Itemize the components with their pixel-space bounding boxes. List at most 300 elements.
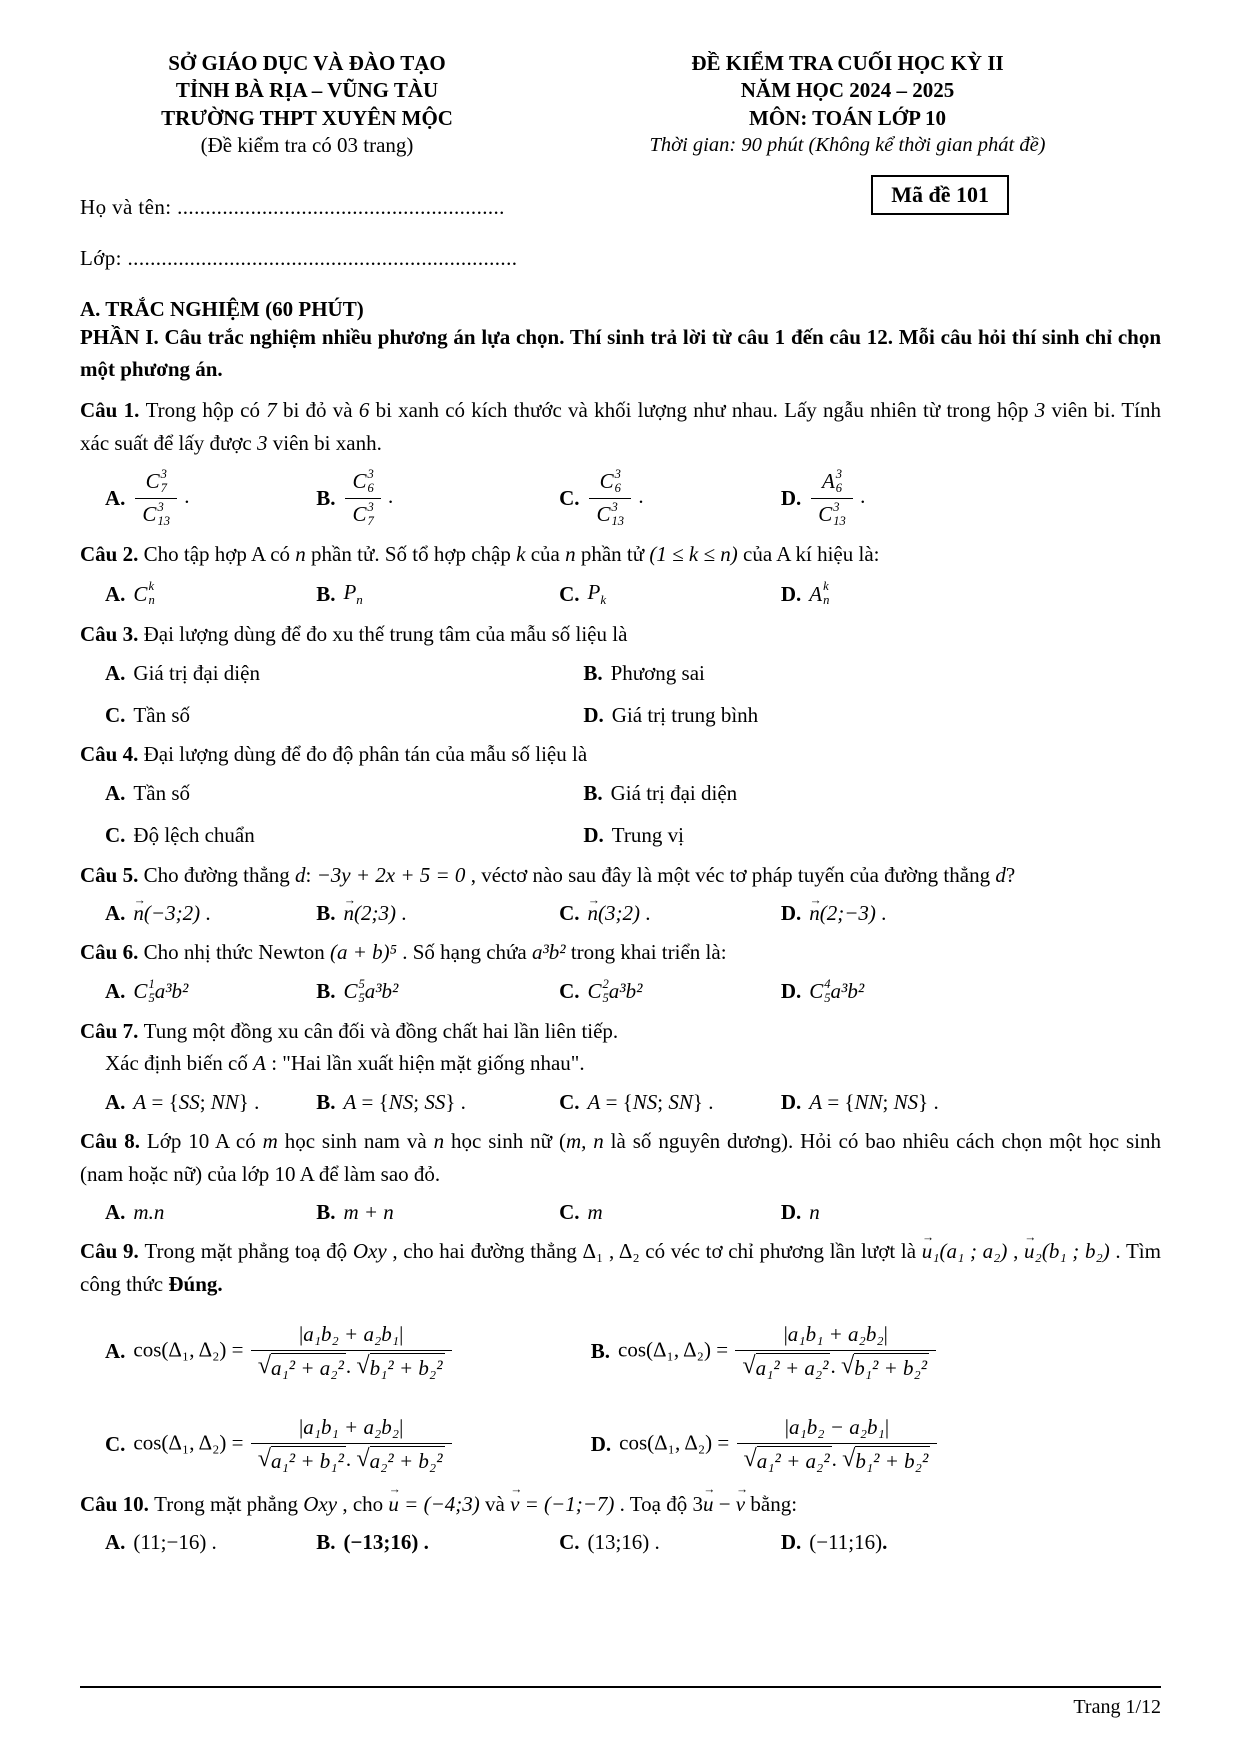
option-c — [559, 978, 781, 1006]
school-name: TRƯỜNG THPT XUYÊN MỘC — [161, 105, 453, 130]
option-label: D. — [780, 1200, 802, 1225]
sup-sub-symbol — [818, 501, 846, 529]
page-number: Trang 1/12 — [1073, 1696, 1161, 1718]
option-b — [583, 660, 1161, 687]
subscript: n — [823, 593, 830, 608]
question-text: Câu 5. Cho đường thẳng d: −3y + 2x + 5 = 0 , véctơ nào sau đây là một véc tơ pháp tuyến của đường thẳng d? — [80, 862, 1016, 887]
option-label: B. — [316, 1530, 336, 1555]
question-6 — [80, 936, 1161, 1005]
option-c — [559, 1529, 781, 1556]
math-italic: (3;2) — [597, 901, 640, 926]
question-subtext: Xác định biến cố A : "Hai lần xuất hiện mặt giống nhau". — [105, 1051, 585, 1076]
math-italic: A — [587, 1089, 601, 1114]
superscript: 5 — [358, 976, 365, 991]
math-fraction — [737, 1414, 938, 1476]
math-italic: a³b² — [364, 979, 399, 1004]
question-text: Câu 7. Tung một đồng xu cân đối và đồng chất hai lần liên tiếp. — [80, 1018, 619, 1043]
sup-sub-stack — [833, 501, 846, 529]
question-number: Câu 2. — [80, 541, 144, 566]
symbol-base: C — [142, 502, 157, 527]
math-italic: a³b² — [154, 979, 189, 1004]
vector-symbol: → n — [587, 900, 598, 927]
question-number: Câu 10. — [80, 1491, 155, 1516]
option-content: Tần số — [133, 780, 190, 805]
exam-title: ĐỀ KIỂM TRA CUỐI HỌC KỲ II — [691, 51, 1004, 75]
sup-sub-symbol — [133, 580, 154, 608]
duration-note: Thời gian: 90 phút (Không kể thời gian phát đề) — [649, 133, 1046, 156]
math-italic: b₁² + b₂² — [854, 1355, 928, 1380]
radical-sign: √ — [356, 1351, 370, 1379]
option-d — [781, 579, 1161, 609]
question-text: Câu 9. Trong mặt phẳng toạ độ Oxy , cho hai đường thẳng Δ₁ , Δ₂ có véc tơ chỉ phương lần lượt là → u₁(a₁ ; a₂) , → u₂(b₁ ; b₂) . Tìm công thức Đúng. — [80, 1235, 1161, 1300]
math-italic: A — [809, 1089, 823, 1114]
option-content: → n(2;−3) . — [809, 900, 886, 927]
option-content — [809, 1199, 820, 1226]
option-b — [316, 1199, 559, 1226]
subscript: 6 — [614, 481, 621, 496]
fraction-numerator: |a₁b₁ + a₂b₂| — [298, 1415, 404, 1440]
option-content — [133, 580, 154, 608]
math-italic: (2;3) — [353, 901, 396, 926]
option-label: B. — [316, 901, 336, 926]
student-info-block — [80, 173, 871, 271]
question-text: Câu 2. Cho tập hợp A có n phần tử. Số tổ hợp chập k của n phần tử (1 ≤ k ≤ n) của A kí hiệu là: — [80, 541, 880, 566]
fraction-denominator: √ a₁² + b₁² . √ a₂² + b₂² — [251, 1443, 452, 1475]
question-8 — [80, 1125, 1161, 1226]
math-italic: d — [995, 862, 1006, 887]
option-content — [133, 978, 188, 1006]
option-content: Độ lệch chuẩn — [133, 823, 255, 848]
radicand — [370, 1446, 445, 1475]
option-label: D. — [780, 1089, 802, 1114]
square-root — [356, 1353, 444, 1382]
math-italic: 3 — [257, 430, 268, 455]
options-row — [80, 1529, 1161, 1556]
radicand — [855, 1446, 930, 1475]
math-italic: (1 ≤ k ≤ n) — [649, 541, 738, 566]
superscript: 1 — [148, 976, 155, 991]
sup-sub-symbol — [343, 978, 364, 1006]
option-d — [781, 1089, 1161, 1116]
question-1 — [80, 394, 1161, 528]
sup-sub-stack — [612, 501, 625, 529]
option-label: B. — [316, 485, 336, 510]
sup-sub-stack — [148, 580, 154, 608]
option-c — [559, 1089, 781, 1116]
option-content — [587, 579, 606, 609]
math-italic: 3 — [1034, 398, 1046, 423]
math-fraction — [135, 468, 177, 528]
option-c — [105, 702, 583, 729]
option-label: D. — [780, 581, 802, 606]
sub-symbol — [343, 580, 363, 608]
math-italic: A — [253, 1051, 266, 1076]
option-label: D. — [583, 703, 604, 728]
exam-code-label: Mã đề 101 — [891, 182, 989, 208]
option-label: B. — [316, 1089, 336, 1114]
option-content: (−11;16). — [809, 1530, 888, 1555]
math-italic: SS — [178, 1089, 200, 1114]
math-italic: k — [516, 541, 526, 566]
option-d — [583, 702, 1161, 729]
option-c — [105, 1414, 591, 1476]
math-italic: b₁² + b₂² — [369, 1355, 443, 1380]
question-text: Câu 4. Đại lượng dùng để đo độ phân tán của mẫu số liệu là — [80, 742, 588, 767]
option-label: D. — [780, 1530, 802, 1555]
question-text: Câu 1. Trong hộp có 7 bi đỏ và 6 bi xanh có kích thước và khối lượng như nhau. Lấy ngẫu nhiên từ trong hộp 3 viên bi. Tính xác suất để lấy được 3 viên bi xanh. — [80, 398, 1162, 455]
options-row — [80, 900, 1161, 927]
math-italic: −3y + 2x + 5 = 0 — [316, 862, 466, 887]
math-italic: ₂(b₁ ; b₂) — [1034, 1239, 1110, 1264]
math-fraction — [811, 468, 853, 528]
fraction-numerator — [811, 468, 853, 498]
square-root — [258, 1446, 346, 1475]
superscript: k — [148, 579, 155, 594]
math-italic: NN — [210, 1089, 239, 1114]
authority-line-2: TỈNH BÀ RỊA – VŨNG TÀU — [175, 78, 439, 103]
symbol-base: C — [352, 469, 367, 494]
subscript: 5 — [602, 990, 609, 1005]
sup-sub-symbol — [142, 501, 170, 529]
subscript: 5 — [358, 990, 365, 1005]
exam-title-block — [534, 50, 1161, 159]
radical-sign: √ — [356, 1445, 370, 1473]
fraction-denominator — [589, 498, 631, 529]
options-row — [80, 660, 1161, 730]
sup-sub-symbol — [133, 978, 154, 1006]
math-fraction — [735, 1321, 936, 1383]
questions-container — [80, 385, 1161, 1561]
option-d — [591, 1414, 1161, 1476]
subscript: k — [600, 592, 607, 608]
math-italic: a₁² + a₂² — [755, 1355, 829, 1380]
symbol-base: C — [587, 979, 602, 1004]
option-d — [781, 900, 1161, 927]
symbol-base: A — [821, 469, 835, 494]
option-a — [105, 1529, 316, 1556]
option-label: D. — [583, 823, 604, 848]
option-a — [105, 900, 316, 927]
fraction-numerator: |a₁b₂ − a₂b₁| — [784, 1415, 890, 1440]
option-label: C. — [559, 1089, 580, 1114]
math-italic: a₁b₁ + a₂b₂ — [303, 1415, 400, 1440]
vector-symbol: → v — [510, 1488, 519, 1521]
symbol-base: C — [818, 502, 833, 527]
fraction-denominator: √ a₁² + a₂² . √ b₁² + b₂² — [737, 1443, 938, 1475]
radicand — [757, 1446, 832, 1475]
student-name-line: Họ và tên: .......................................................... — [80, 195, 505, 220]
option-label: B. — [583, 660, 603, 685]
part-heading: PHẦN I. Câu trắc nghiệm nhiều phương án lựa chọn. Thí sinh trả lời từ câu 1 đến câu 12. Mỗi câu hỏi thí sinh chỉ chọn một phương án. — [80, 325, 1161, 381]
option-d — [781, 1529, 1161, 1556]
math-italic: b₁² + b₂² — [855, 1449, 929, 1474]
question-2 — [80, 538, 1161, 610]
fraction-numerator — [135, 468, 177, 498]
subscript: n — [356, 592, 363, 608]
symbol-base: A — [809, 581, 823, 606]
sup-sub-symbol — [146, 468, 167, 496]
sup-sub-symbol — [600, 468, 621, 496]
option-content: A 3 6 C 3 13 . — [809, 468, 865, 528]
math-italic: = (−4;3) — [398, 1491, 480, 1516]
option-label: C. — [105, 1432, 126, 1457]
math-italic: (a + b)⁵ — [329, 940, 397, 965]
option-content: Giá trị đại diện — [133, 660, 260, 685]
radical-sign: √ — [257, 1445, 271, 1473]
symbol-base: P — [343, 580, 357, 605]
math-italic: NS — [632, 1089, 658, 1114]
options-row — [80, 1199, 1161, 1226]
sup-sub-stack — [157, 501, 170, 529]
option-label: A. — [105, 901, 126, 926]
options-row — [80, 1321, 1161, 1476]
math-italic: A — [343, 1089, 357, 1114]
question-text: Câu 6. Cho nhị thức Newton (a + b)⁵ . Số hạng chứa a³b² trong khai triển là: — [80, 940, 727, 965]
option-a — [105, 579, 316, 609]
math-italic: a³b² — [830, 979, 865, 1004]
sup-sub-symbol — [809, 978, 830, 1006]
option-d — [781, 468, 1161, 528]
option-label: C. — [559, 485, 580, 510]
option-content: (13;16) . — [587, 1530, 660, 1555]
question-number: Câu 9. — [80, 1239, 145, 1264]
math-italic: NS — [388, 1089, 414, 1114]
option-content: (11;−16) . — [133, 1530, 217, 1555]
sup-sub-symbol — [352, 468, 373, 496]
options-row — [80, 780, 1161, 850]
symbol-base: C — [596, 502, 611, 527]
option-content: Tần số — [133, 703, 190, 728]
sup-sub-stack — [836, 468, 842, 496]
option-b — [316, 900, 559, 927]
superscript: 3 — [367, 467, 374, 482]
math-italic: a₁² + a₂² — [756, 1449, 830, 1474]
square-root — [258, 1353, 346, 1382]
option-label: D. — [780, 901, 802, 926]
sup-sub-stack — [367, 468, 373, 496]
option-content: cos(Δ₁, Δ₂) = |a₁b₁ + a₂b₂| √ a₁² + b₁² . √ a₂² + b₂² — [133, 1414, 453, 1476]
math-italic: n — [295, 541, 306, 566]
option-content — [343, 579, 362, 609]
radical-sign: √ — [742, 1351, 756, 1379]
option-content: Giá trị trung bình — [611, 703, 759, 728]
option-label: B. — [590, 1338, 611, 1363]
radicand — [271, 1446, 346, 1475]
vector-symbol: → u — [922, 1235, 933, 1268]
option-label: A. — [105, 660, 126, 685]
option-b — [316, 468, 559, 528]
option-label: D. — [780, 485, 802, 510]
square-root — [744, 1446, 832, 1475]
option-content: A = {SS; NN} . — [133, 1089, 260, 1114]
sup-sub-stack — [615, 468, 621, 496]
radicand — [271, 1353, 346, 1382]
math-italic: m + n — [343, 1200, 394, 1225]
math-italic: a³b² — [531, 940, 566, 965]
option-content: A = {NS; SS} . — [343, 1089, 466, 1114]
math-italic: 6 — [358, 398, 370, 423]
superscript: 4 — [824, 976, 831, 991]
option-content: A = {NN; NS} . — [809, 1089, 939, 1114]
option-content — [343, 1199, 393, 1226]
subscript: n — [148, 593, 155, 608]
symbol-base: P — [587, 580, 601, 605]
question-number: Câu 8. — [80, 1129, 147, 1154]
math-italic: (2;−3) — [819, 901, 876, 926]
option-content: → n(−3;2) . — [133, 900, 210, 927]
math-fraction — [251, 1414, 452, 1476]
sup-sub-symbol — [809, 580, 829, 608]
math-italic: Oxy — [352, 1239, 387, 1264]
fraction-denominator — [811, 498, 853, 529]
symbol-base: C — [133, 581, 148, 606]
option-b — [583, 780, 1161, 807]
option-content: C 3 6 C 3 13 . — [587, 468, 643, 528]
option-a — [105, 1321, 591, 1383]
square-root — [842, 1446, 930, 1475]
radicand — [854, 1353, 929, 1382]
options-row — [80, 579, 1161, 609]
math-italic: 7 — [266, 398, 277, 423]
option-label: A. — [105, 581, 126, 606]
math-italic: a₂² + b₂² — [369, 1449, 443, 1474]
fraction-numerator — [589, 468, 631, 498]
option-label: C. — [559, 901, 580, 926]
radical-sign: √ — [257, 1351, 271, 1379]
question-9 — [80, 1235, 1161, 1475]
vector-symbol: → u — [1024, 1235, 1035, 1268]
section-title: A. TRẮC NGHIỆM (60 PHÚT) — [80, 297, 364, 322]
question-text: Câu 8. Lớp 10 A có m học sinh nam và n học sinh nữ (m, n là số nguyên dương). Hỏi có bao nhiêu cách chọn một học sinh (nam hoặc nữ) của lớp 10 A để làm sao đỏ. — [80, 1129, 1161, 1186]
option-label: C. — [559, 581, 580, 606]
math-italic: ₁(a₁ ; a₂) — [932, 1239, 1008, 1264]
page-count-note: (Đề kiểm tra có 03 trang) — [200, 132, 414, 157]
student-info-row — [80, 173, 1161, 271]
bold-text: . — [882, 1530, 888, 1555]
superscript: 3 — [160, 467, 167, 482]
square-root — [841, 1353, 929, 1382]
symbol-base: C — [343, 979, 358, 1004]
option-content: Trung vị — [611, 823, 684, 848]
question-number: Câu 7. — [80, 1018, 144, 1043]
math-italic: m, n — [565, 1129, 604, 1154]
option-c — [559, 579, 781, 609]
math-italic: m.n — [133, 1200, 165, 1225]
sup-sub-symbol — [352, 501, 373, 529]
option-label: A. — [105, 1338, 126, 1363]
math-italic: SN — [668, 1089, 693, 1114]
math-italic: (−3;2) — [143, 901, 201, 926]
symbol-base: C — [352, 502, 367, 527]
sup-sub-stack — [367, 501, 373, 529]
option-b — [591, 1321, 1161, 1383]
option-content — [809, 580, 829, 608]
fraction-denominator — [135, 498, 177, 529]
superscript: 2 — [602, 976, 609, 991]
fraction-numerator — [345, 468, 380, 498]
math-italic: SS — [424, 1089, 446, 1114]
option-label: B. — [316, 581, 336, 606]
subscript: 13 — [833, 513, 846, 528]
vector-symbol: → n — [133, 900, 144, 927]
question-7 — [80, 1015, 1161, 1116]
option-label: A. — [105, 979, 126, 1004]
symbol-base: C — [809, 979, 824, 1004]
option-content: Giá trị đại diện — [610, 780, 738, 805]
math-italic: a₁² + a₂² — [271, 1355, 344, 1380]
option-b — [316, 579, 559, 609]
math-fraction — [589, 468, 631, 528]
sup-sub-symbol — [596, 501, 624, 529]
math-italic: m — [262, 1129, 278, 1154]
option-content: A = {NS; SN} . — [587, 1089, 714, 1114]
options-row — [80, 468, 1161, 528]
option-content — [587, 978, 642, 1006]
superscript: k — [823, 579, 829, 594]
option-a — [105, 1199, 316, 1226]
option-d — [781, 978, 1161, 1006]
option-label: A. — [105, 485, 126, 510]
option-label: C. — [559, 979, 580, 1004]
option-label: C. — [105, 703, 126, 728]
math-italic: m — [587, 1200, 603, 1225]
question-text: Câu 3. Đại lượng dùng để đo xu thế trung tâm của mẫu số liệu là — [80, 622, 628, 647]
option-b — [316, 1529, 559, 1556]
option-label: D. — [590, 1432, 612, 1457]
question-number: Câu 3. — [80, 622, 144, 647]
issuing-authority-block — [80, 50, 534, 159]
math-italic: a₁² + b₁² — [271, 1449, 344, 1474]
symbol-base: C — [133, 979, 148, 1004]
option-label: C. — [105, 823, 126, 848]
question-4 — [80, 738, 1161, 849]
math-italic: Oxy — [303, 1491, 338, 1516]
option-d — [583, 822, 1161, 849]
vector-symbol: → n — [809, 900, 820, 927]
math-italic: NS — [893, 1089, 919, 1114]
option-content — [133, 1199, 164, 1226]
math-italic: n — [433, 1129, 445, 1154]
fraction-denominator: √ a₁² + a₂² . √ b₁² + b₂² — [735, 1350, 936, 1382]
question-number: Câu 5. — [80, 862, 144, 887]
page-footer — [80, 1686, 1161, 1719]
option-label: B. — [316, 1200, 336, 1225]
vector-symbol: → v — [736, 1488, 745, 1521]
math-fraction — [345, 468, 380, 528]
vector-symbol: → n — [343, 900, 354, 927]
subscript: 13 — [157, 513, 171, 528]
vector-symbol: → u — [388, 1488, 399, 1521]
math-italic: a³b² — [608, 979, 643, 1004]
option-label: A. — [105, 1089, 126, 1114]
option-a — [105, 468, 316, 528]
option-content: cos(Δ₁, Δ₂) = |a₁b₂ + a₂b₁| √ a₁² + a₂² . √ b₁² + b₂² — [133, 1321, 453, 1383]
sup-sub-symbol — [822, 468, 842, 496]
option-content — [809, 978, 864, 1006]
radical-sign: √ — [743, 1445, 757, 1473]
square-root — [742, 1353, 830, 1382]
option-content: C 3 6 C 3 7 . — [343, 468, 393, 528]
document-header — [80, 50, 1161, 159]
math-italic: d — [295, 862, 306, 887]
math-italic: n — [809, 1200, 820, 1225]
bold-text: Đúng. — [168, 1271, 223, 1296]
question-5 — [80, 859, 1161, 928]
authority-line-1: SỞ GIÁO DỤC VÀ ĐÀO TẠO — [168, 51, 446, 75]
subscript: 7 — [160, 481, 167, 496]
question-text: Câu 10. Trong mặt phẳng Oxy , cho → u = (−4;3) và → v = (−1;−7) . Toạ độ 3→ u − → v bằng: — [80, 1488, 1161, 1521]
option-a — [105, 1089, 316, 1116]
